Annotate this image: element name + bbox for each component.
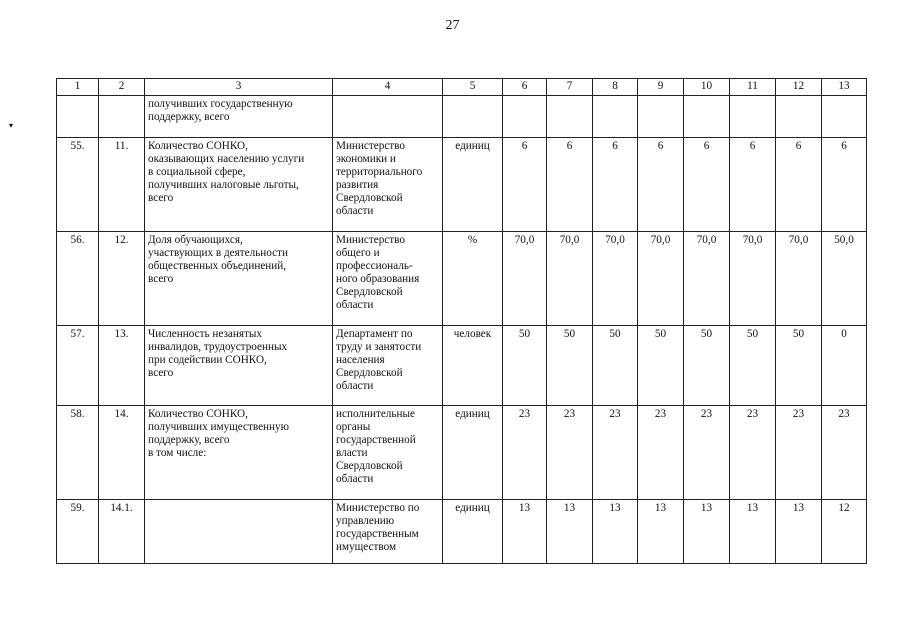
column-header: 8: [593, 79, 638, 96]
responsible-body-line: Министерство по: [336, 502, 420, 514]
indicator-name-line: всего: [148, 367, 174, 379]
value-cell: 70,0: [593, 232, 638, 326]
responsible-body-line: Свердловской: [336, 367, 403, 379]
indicator-name-line: всего: [148, 192, 174, 204]
value-cell: 13: [730, 500, 776, 564]
row-number: 57.: [57, 326, 99, 406]
value-cell: [730, 96, 776, 138]
unit: человек: [443, 326, 503, 406]
responsible-body-line: Свердловской: [336, 460, 403, 472]
sub-number: 11.: [99, 138, 145, 232]
value-cell: 23: [730, 406, 776, 500]
value-cell: [593, 96, 638, 138]
value-cell: 6: [822, 138, 867, 232]
indicator-name: [145, 326, 333, 406]
value-cell: 23: [776, 406, 822, 500]
responsible-body-line: исполнительные: [336, 408, 415, 420]
value-cell: 13: [593, 500, 638, 564]
value-cell: 23: [593, 406, 638, 500]
responsible-body-line: области: [336, 380, 374, 392]
responsible-body: [333, 232, 443, 326]
column-header: 3: [145, 79, 333, 96]
column-header: 5: [443, 79, 503, 96]
value-cell: 6: [547, 138, 593, 232]
table-row: [57, 500, 867, 564]
value-cell: 70,0: [684, 232, 730, 326]
column-header: 1: [57, 79, 99, 96]
unit: единиц: [443, 138, 503, 232]
responsible-body-line: ного образования: [336, 273, 420, 285]
responsible-body-line: труду и занятости: [336, 341, 422, 353]
value-cell: 50: [776, 326, 822, 406]
indicator-name-line: поддержку, всего: [148, 111, 230, 123]
value-cell: [547, 96, 593, 138]
responsible-body: [333, 96, 443, 138]
responsible-body-line: государственной: [336, 434, 416, 446]
value-cell: 50,0: [822, 232, 867, 326]
responsible-body-line: Свердловской: [336, 192, 403, 204]
value-cell: 6: [730, 138, 776, 232]
indicator-name-line: Количество СОНКО,: [148, 140, 248, 152]
responsible-body-line: профессиональ-: [336, 260, 413, 272]
value-cell: 23: [684, 406, 730, 500]
table-row: [57, 326, 867, 406]
value-cell: 50: [547, 326, 593, 406]
value-cell: 6: [638, 138, 684, 232]
responsible-body-line: органы: [336, 421, 371, 433]
indicator-name-line: получивших налоговые льготы,: [148, 179, 299, 191]
indicators-table: [56, 78, 867, 564]
row-number: 55.: [57, 138, 99, 232]
column-header: 2: [99, 79, 145, 96]
sub-number: 14.1.: [99, 500, 145, 564]
value-cell: 70,0: [776, 232, 822, 326]
indicator-name-line: получивших государственную: [148, 98, 293, 110]
value-cell: 13: [776, 500, 822, 564]
responsible-body-line: развития: [336, 179, 379, 191]
responsible-body-line: экономики и: [336, 153, 396, 165]
row-number: [57, 96, 99, 138]
unit: %: [443, 232, 503, 326]
sub-number: 12.: [99, 232, 145, 326]
value-cell: 70,0: [503, 232, 547, 326]
column-header: 12: [776, 79, 822, 96]
page-number: 27: [445, 18, 460, 33]
value-cell: 23: [547, 406, 593, 500]
responsible-body-line: государственным: [336, 528, 419, 540]
sub-number: 13.: [99, 326, 145, 406]
responsible-body-line: населения: [336, 354, 385, 366]
value-cell: 6: [503, 138, 547, 232]
value-cell: [503, 96, 547, 138]
column-header: 9: [638, 79, 684, 96]
row-number: 59.: [57, 500, 99, 564]
indicator-name-line: оказывающих населению услуги: [148, 153, 305, 165]
indicator-name-line: в том числе:: [148, 447, 207, 459]
indicator-name-line: в социальной сфере,: [148, 166, 246, 178]
table-row: [57, 96, 867, 138]
value-cell: [684, 96, 730, 138]
responsible-body-line: Министерство: [336, 140, 405, 152]
value-cell: [822, 96, 867, 138]
unit: единиц: [443, 406, 503, 500]
responsible-body-line: Министерство: [336, 234, 405, 246]
value-cell: [776, 96, 822, 138]
indicator-name: [145, 232, 333, 326]
value-cell: 12: [822, 500, 867, 564]
indicator-name: [145, 96, 333, 138]
indicator-name: [145, 500, 333, 564]
column-header: 4: [333, 79, 443, 96]
value-cell: 50: [730, 326, 776, 406]
value-cell: 6: [776, 138, 822, 232]
sub-number: [99, 96, 145, 138]
indicator-name: [145, 138, 333, 232]
value-cell: 6: [593, 138, 638, 232]
responsible-body: [333, 406, 443, 500]
table-row: [57, 232, 867, 326]
indicator-name-line: общественных объединений,: [148, 260, 287, 272]
column-header: 6: [503, 79, 547, 96]
value-cell: 50: [503, 326, 547, 406]
row-number: 58.: [57, 406, 99, 500]
responsible-body-line: области: [336, 205, 374, 217]
value-cell: 0: [822, 326, 867, 406]
unit: единиц: [443, 500, 503, 564]
responsible-body-line: власти: [336, 447, 368, 459]
value-cell: 13: [547, 500, 593, 564]
value-cell: 50: [593, 326, 638, 406]
indicator-name-line: участвующих в деятельности: [148, 247, 289, 259]
row-number: 56.: [57, 232, 99, 326]
table-row: [57, 138, 867, 232]
responsible-body-line: Департамент по: [336, 328, 413, 340]
indicator-name-line: поддержку, всего: [148, 434, 230, 446]
responsible-body: [333, 326, 443, 406]
indicator-name-line: при содействии СОНКО,: [148, 354, 267, 366]
column-header: 7: [547, 79, 593, 96]
value-cell: 50: [638, 326, 684, 406]
value-cell: 50: [684, 326, 730, 406]
indicator-name: [145, 406, 333, 500]
value-cell: 6: [684, 138, 730, 232]
column-header: 11: [730, 79, 776, 96]
value-cell: 13: [638, 500, 684, 564]
responsible-body-line: Свердловской: [336, 286, 403, 298]
value-cell: 13: [684, 500, 730, 564]
responsible-body-line: области: [336, 299, 374, 311]
table-header-row: [57, 79, 867, 96]
value-cell: 70,0: [547, 232, 593, 326]
column-header: 10: [684, 79, 730, 96]
responsible-body: [333, 138, 443, 232]
value-cell: 13: [503, 500, 547, 564]
indicator-name-line: всего: [148, 273, 174, 285]
value-cell: 70,0: [730, 232, 776, 326]
responsible-body-line: общего и: [336, 247, 380, 259]
indicator-name-line: инвалидов, трудоустроенных: [148, 341, 288, 353]
responsible-body-line: управлению: [336, 515, 395, 527]
indicator-name-line: Доля обучающихся,: [148, 234, 243, 246]
sub-number: 14.: [99, 406, 145, 500]
responsible-body-line: территориального: [336, 166, 423, 178]
unit: [443, 96, 503, 138]
value-cell: 23: [822, 406, 867, 500]
responsible-body-line: имуществом: [336, 541, 397, 553]
indicator-name-line: Количество СОНКО,: [148, 408, 248, 420]
value-cell: 23: [503, 406, 547, 500]
value-cell: 23: [638, 406, 684, 500]
table-row: [57, 406, 867, 500]
value-cell: [638, 96, 684, 138]
responsible-body: [333, 500, 443, 564]
responsible-body-line: области: [336, 473, 374, 485]
value-cell: 70,0: [638, 232, 684, 326]
indicator-name-line: Численность незанятых: [148, 328, 262, 340]
indicator-name-line: получивших имущественную: [148, 421, 289, 433]
column-header: 13: [822, 79, 867, 96]
margin-mark: ▾: [9, 121, 14, 130]
